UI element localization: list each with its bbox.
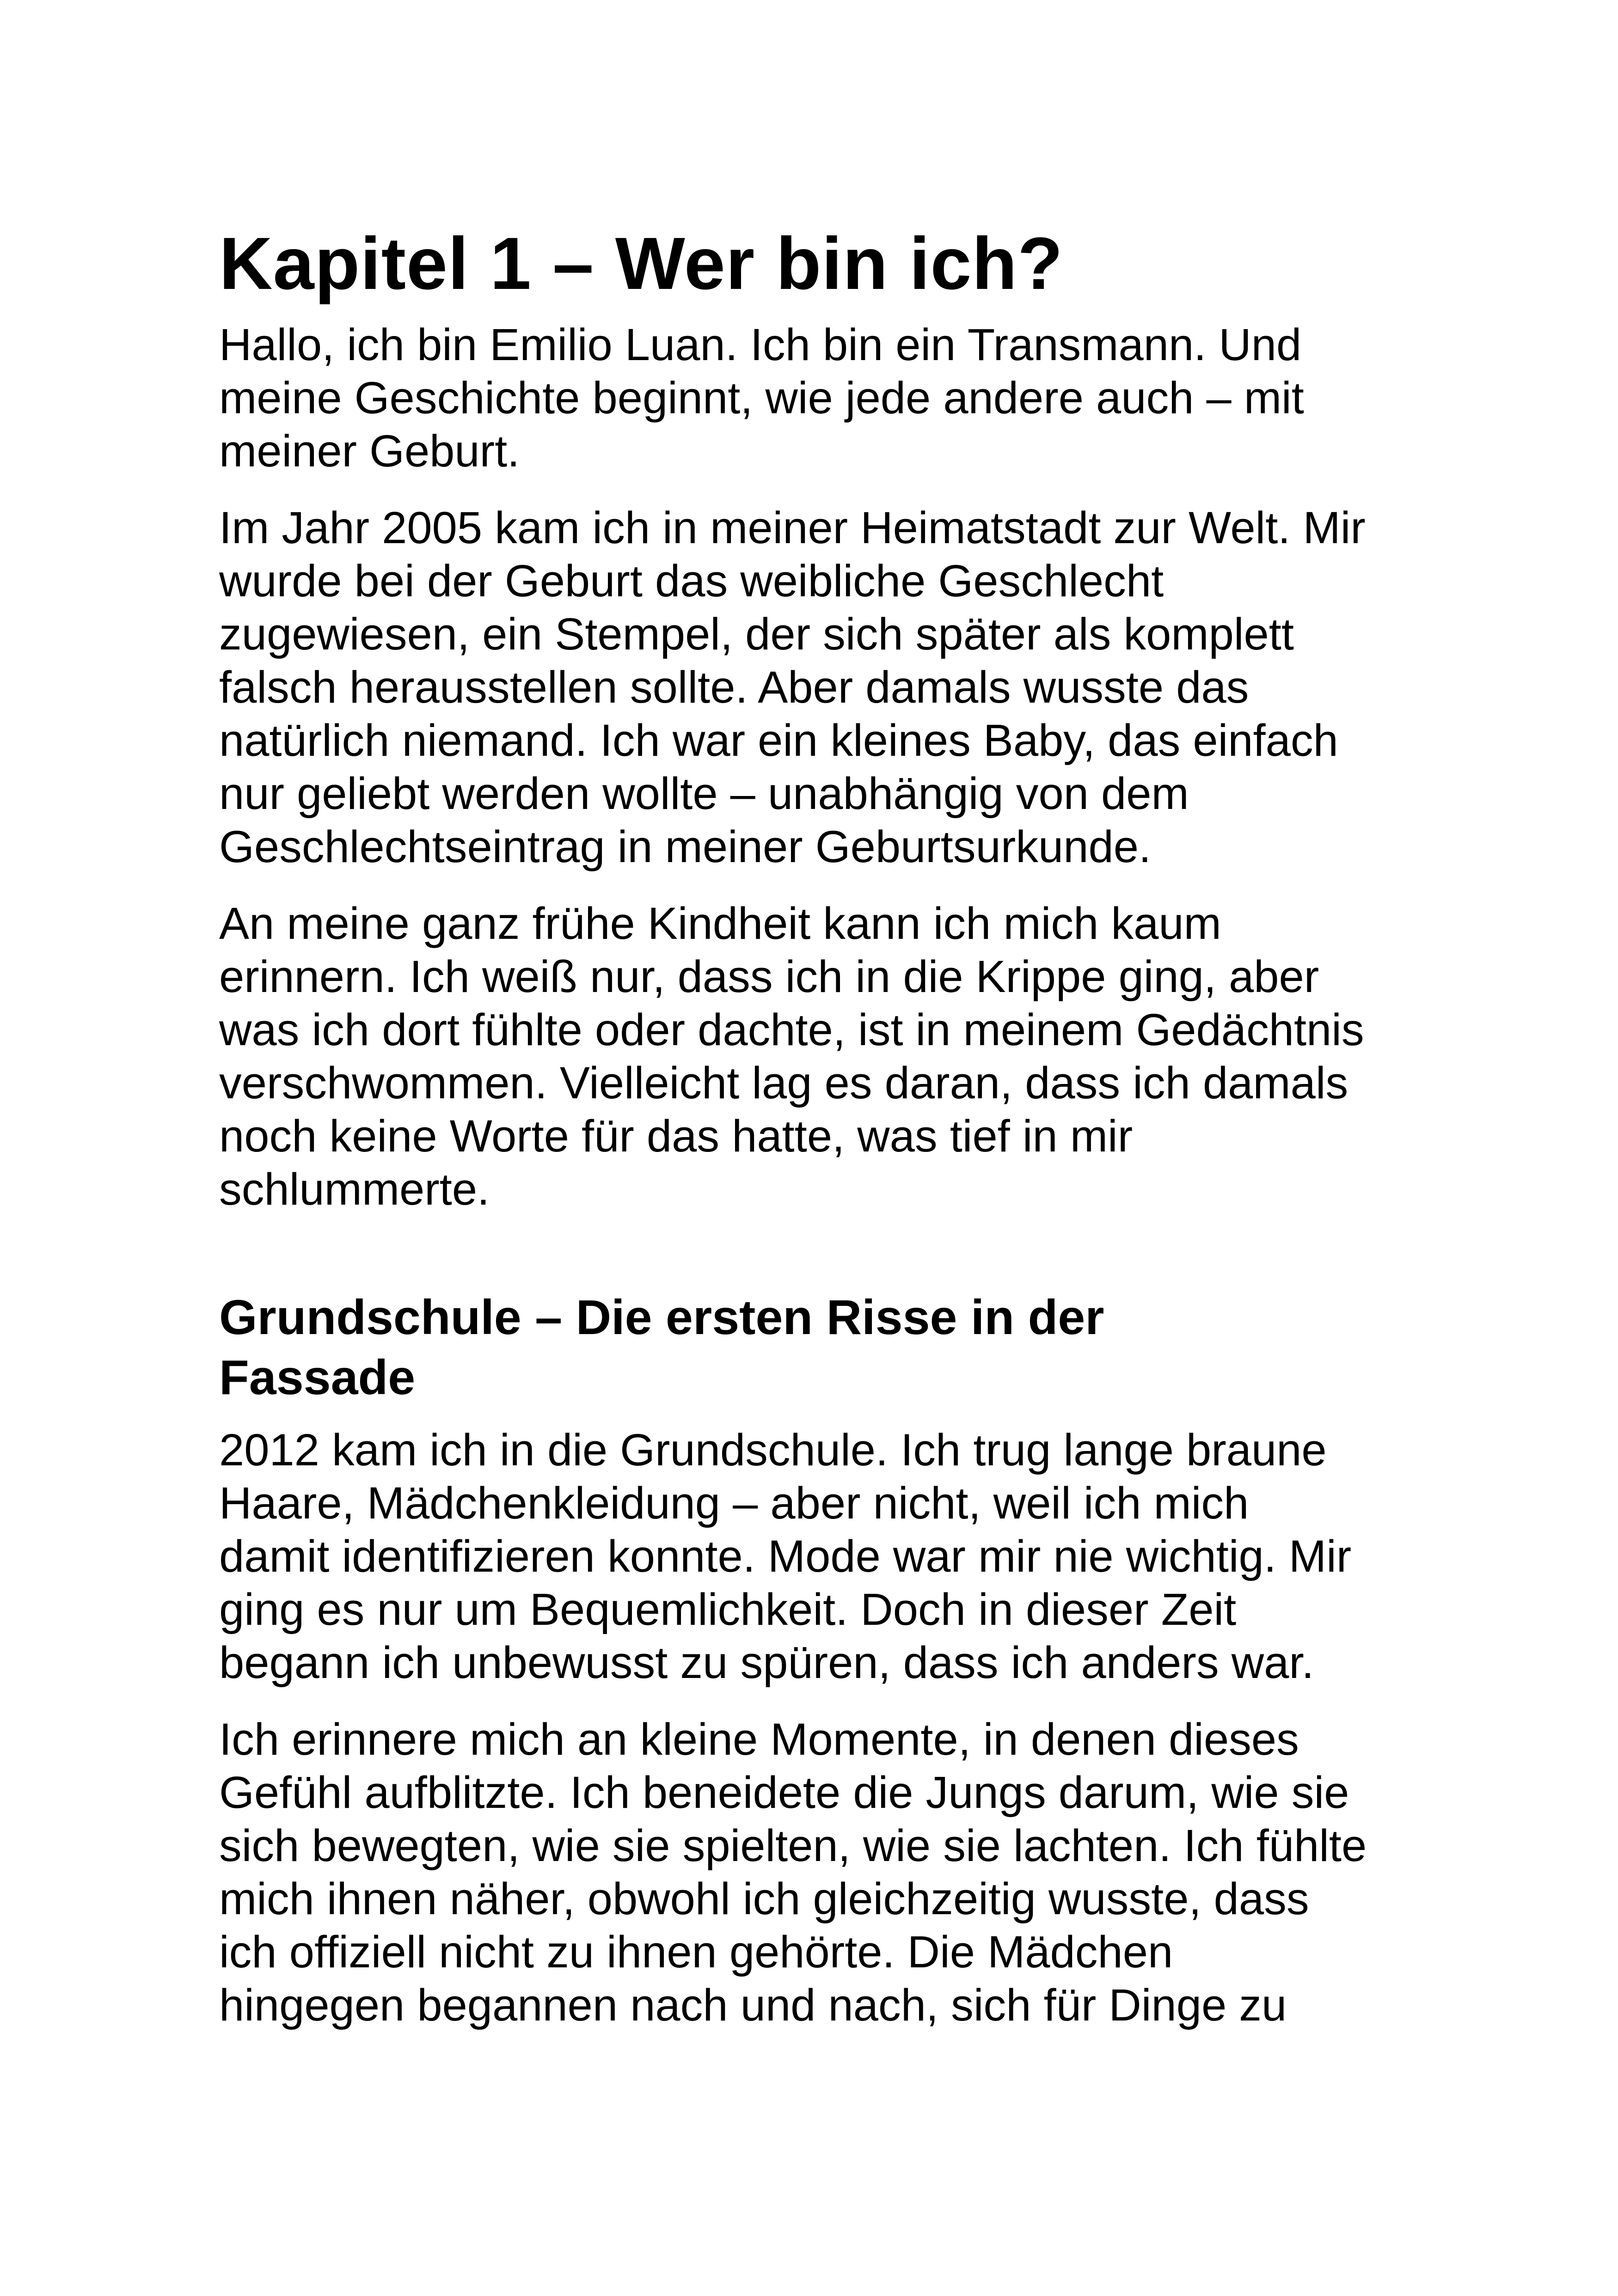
paragraph [219,501,1412,873]
text-line: Im Jahr 2005 kam ich in meiner Heimatstadt zur Welt. Mir [219,502,1366,553]
text-line: verschwommen. Vielleicht lag es daran, dass ich damals [219,1058,1348,1108]
text-line: ging es nur um Bequemlichkeit. Doch in dieser Zeit [219,1584,1237,1635]
page-content [219,217,1412,2032]
text-line: wurde bei der Geburt das weibliche Geschlecht [219,556,1164,606]
text-line: mich ihnen näher, obwohl ich gleichzeitig wusste, dass [219,1874,1309,1924]
section-title [219,1287,1412,1408]
text-line: Ich erinnere mich an kleine Momente, in denen dieses [219,1714,1299,1764]
text-line: zugewiesen, ein Stempel, der sich später als komplett [219,609,1294,659]
paragraph [219,318,1412,478]
text-line: ich offiziell nicht zu ihnen gehörte. Die Mädchen [219,1927,1173,1977]
text-line: was ich dort fühlte oder dachte, ist in meinem Gedächtnis [219,1004,1364,1055]
text-line: An meine ganz frühe Kindheit kann ich mich kaum [219,898,1221,949]
text-line: falsch herausstellen sollte. Aber damals wusste das [219,662,1249,712]
text-line: noch keine Worte für das hatte, was tief in mir [219,1111,1133,1161]
text-line: schlummerte. [219,1164,490,1214]
text-line: Gefühl aufblitzte. Ich beneidete die Jungs darum, wie sie [219,1767,1349,1818]
text-line: meine Geschichte beginnt, wie jede andere auch – mit [219,373,1304,423]
text-line: 2012 kam ich in die Grundschule. Ich trug lange braune [219,1425,1327,1475]
chapter-title: Kapitel 1 – Wer bin ich? [219,222,1063,305]
text-line: meiner Geburt. [219,426,520,476]
text-line: Geschlechtseintrag in meiner Geburtsurkunde. [219,821,1152,872]
text-line: sich bewegten, wie sie spielten, wie sie lachten. Ich fühlte [219,1820,1367,1871]
text-line: Hallo, ich bin Emilio Luan. Ich bin ein Transmann. Und [219,319,1302,370]
text-line: damit identifizieren konnte. Mode war mir nie wichtig. Mir [219,1531,1352,1581]
text-line: nur geliebt werden wollte – unabhängig von dem [219,768,1189,819]
text-line: Haare, Mädchenkleidung – aber nicht, weil ich mich [219,1478,1249,1528]
paragraph [219,1713,1412,2032]
text-line: erinnern. Ich weiß nur, dass ich in die Krippe ging, aber [219,951,1319,1002]
heading-line: Fassade [219,1350,416,1405]
text-line: begann ich unbewusst zu spüren, dass ich anders war. [219,1637,1314,1688]
paragraph [219,1423,1412,1689]
text-line: natürlich niemand. Ich war ein kleines Baby, das einfach [219,715,1338,765]
text-line: hingegen begannen nach und nach, sich für Dinge zu [219,1980,1287,2030]
paragraph [219,897,1412,1216]
heading-line: Grundschule – Die ersten Risse in der [219,1290,1104,1345]
